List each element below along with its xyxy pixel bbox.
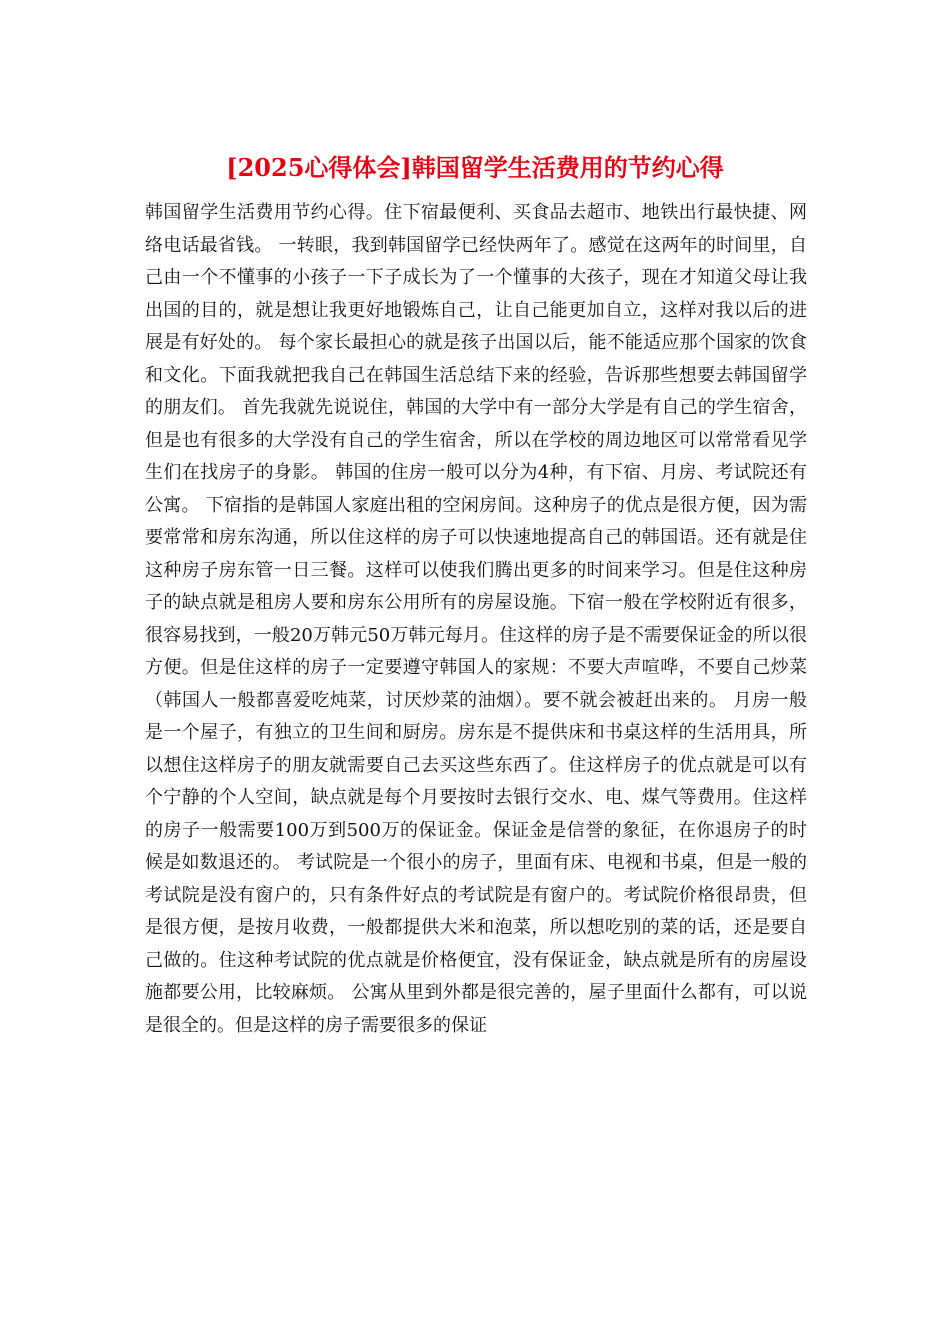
document-body: 韩国留学生活费用节约心得。住下宿最便利、买食品去超市、地铁出行最快捷、网络电话最省钱。 一转眼，我到韩国留学已经快两年了。感觉在这两年的时间里，自己由一个不懂事的小孩子一下子成长为了一个懂事的大孩子，现在才知道父母让我出国的目的，就是想让我更好地锻炼自己，让自己能更加自立，这样对我以后的进展是有好处的。 每个家长最担心的就是孩子出国以后，能不能适应那个国家的饮食和文化。下面我就把我自己在韩国生活总结下来的经验，告诉那些想要去韩国留学的朋友们。 首先我就先说说住，韩国的大学中有一部分大学是有自己的学生宿舍，但是也有很多的大学没有自己的学生宿舍，所以在学校的周边地区可以常常看见学生们在找房子的身影。 韩国的住房一般可以分为4种，有下宿、月房、考试院还有公寓。 下宿指的是韩国人家庭出租的空闲房间。这种房子的优点是很方便，因为需要常常和房东沟通，所以住这样的房子可以快速地提高自己的韩国语。还有就是住这种房子房东管一日三餐。这样可以使我们腾出更多的时间来学习。但是住这种房子的缺点就是租房人要和房东公用所有的房屋设施。下宿一般在学校附近有很多，很容易找到，一般20万韩元50万韩元每月。住这样的房子是不需要保证金的所以很方便。但是住这样的房子一定要遵守韩国人的家规：不要大声喧哗，不要自己炒菜 （韩国人一般都喜爱吃炖菜，讨厌炒菜的油烟）。要不就会被赶出来的。 月房一般是一个屋子，有独立的卫生间和厨房。房东是不提供床和书桌这样的生活用具，所以想住这样房子的朋友就需要自己去买这些东西了。住这样房子的优点就是可以有个宁静的个人空间，缺点就是每个月要按时去银行交水、电、煤气等费用。住这样的房子一般需要100万到500万的保证金。保证金是信誉的象征，在你退房子的时候是如数退还的。 考试院是一个很小的房子，里面有床、电视和书桌，但是一般的考试院是没有窗户的，只有条件好点的考试院是有窗户的。考试院价格很昂贵，但是很方便，是按月收费，一般都提供大米和泡菜，所以想吃别的菜的话，还是要自己做的。住这种考试院的优点就是价格便宜，没有保证金，缺点就是所有的房屋设施都要公用，比较麻烦。 公寓从里到外都是很完善的，屋子里面什么都有，可以说是很全的。但是这样的房子需要很多的保证 xyxy=(145,202,807,1036)
document-title: [2025心得体会]韩国留学生活费用的节约心得 xyxy=(226,153,724,182)
